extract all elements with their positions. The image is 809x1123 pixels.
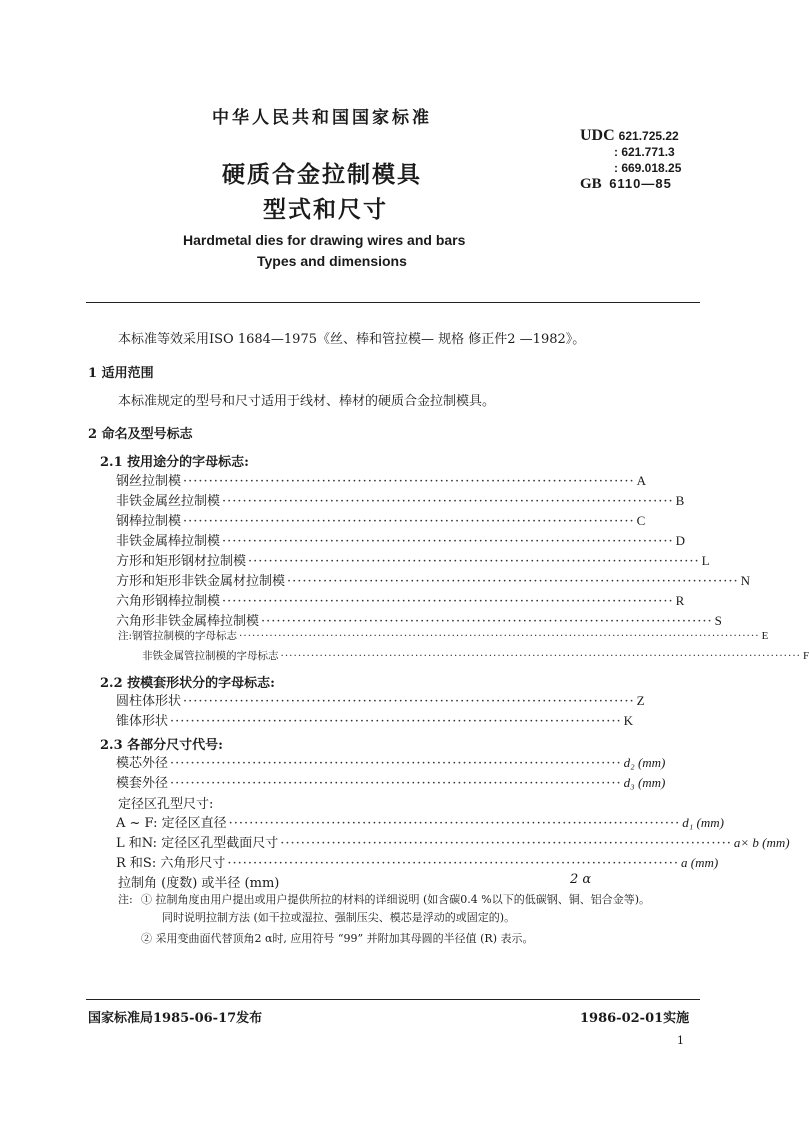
leader-dots: ························································································ xyxy=(261,614,713,629)
leader-dots: ························································································ xyxy=(248,554,700,569)
title-english-line2: Types and dimensions xyxy=(257,253,407,269)
item-code: K xyxy=(623,713,634,728)
leader-dots: ························································································································ xyxy=(239,630,760,642)
note-2: ② 采用变曲面代替顶角2 α时, 应用符号 “99” 并附加其母圆的半径值 (R) 表示。 xyxy=(141,932,534,945)
sizing-label: 定径区孔型尺寸: xyxy=(118,797,214,812)
item-label: 模芯外径 xyxy=(116,756,169,771)
item-code: Z xyxy=(636,693,645,708)
item-label: L 和N: 定径区孔型截面尺寸 xyxy=(116,836,279,851)
item-code: B xyxy=(675,493,685,508)
leader-dots: ························································································ xyxy=(183,474,635,489)
item-label: 锥体形状 xyxy=(116,714,169,729)
item-label: 六角形钢棒拉制模 xyxy=(116,594,221,609)
gb-label: GB xyxy=(580,176,602,192)
note-1-line-a: ① 拉制角度由用户提出或用户提供所拉的材料的详细说明 (如含碳0.4 %以下的低碳钢、铜、铝合金等)。 xyxy=(141,893,651,906)
list-item xyxy=(116,610,722,629)
leader-dots: ························································································ xyxy=(222,534,674,549)
list-item xyxy=(116,832,790,851)
item-label: 钢棒拉制模 xyxy=(116,514,182,529)
footer-divider xyxy=(86,999,700,1000)
leader-dots: ························································································ xyxy=(228,816,681,831)
list-item xyxy=(116,772,666,791)
item-label: 方形和矩形钢材拉制模 xyxy=(116,554,247,569)
item-label: R 和S: 六角形尺寸 xyxy=(116,856,226,871)
item-label: 钢丝拉制模 xyxy=(116,474,182,489)
item-label: 方形和矩形非铁金属材拉制模 xyxy=(116,574,286,589)
item-code: d₂ (mm) xyxy=(623,755,666,770)
header-divider xyxy=(86,302,700,303)
leader-dots: ························································································ xyxy=(280,836,732,851)
udc-code-2: : 621.771.3 xyxy=(614,145,675,159)
issue-date: 国家标准局1985-06-17发布 xyxy=(88,1011,263,1026)
intro-paragraph: 本标准等效采用ISO 1684—1975《丝、棒和管拉模— 规格 修正件2 —1982》。 xyxy=(118,332,586,347)
item-code: L xyxy=(701,553,710,568)
list-item xyxy=(116,510,646,529)
section-2-1-heading: 2.1 按用途分的字母标志: xyxy=(100,455,249,470)
list-item xyxy=(116,752,666,771)
item-code: A xyxy=(636,473,647,488)
note-1-line-b: 同时说明拉制方法 (如干拉或湿拉、强制压尖、模芯是浮动的或固定的)。 xyxy=(162,911,516,924)
list-item xyxy=(116,812,724,831)
leader-dots: ························································································ xyxy=(183,694,635,709)
section-2-3-heading: 2.3 各部分尺寸代号: xyxy=(100,738,223,753)
note-label: 钢管拉制模的字母标志 xyxy=(132,630,238,642)
page-number: 1 xyxy=(677,1034,684,1047)
angle-code: 2 α xyxy=(570,872,592,887)
leader-dots: ························································································ xyxy=(222,494,674,509)
title-english-line1: Hardmetal dies for drawing wires and bars xyxy=(183,232,466,248)
item-code: a (mm) xyxy=(681,855,719,870)
udc-label: UDC xyxy=(580,127,615,144)
udc-code-3: : 669.018.25 xyxy=(614,161,682,175)
note-label: 非铁金属管拉制模的字母标志 xyxy=(142,650,279,662)
item-code: d₁ (mm) xyxy=(682,815,724,830)
list-item xyxy=(116,710,634,729)
item-label: 圆柱体形状 xyxy=(116,694,182,709)
leader-dots: ························································································ xyxy=(222,594,674,609)
leader-dots: ························································································ xyxy=(170,776,622,791)
section-1-text: 本标准规定的型号和尺寸适用于线材、棒材的硬质合金拉制模具。 xyxy=(118,394,496,409)
national-standard-heading: 中华人民共和国国家标准 xyxy=(212,108,432,128)
item-code: R xyxy=(675,593,685,608)
item-code: C xyxy=(636,513,646,528)
udc-block xyxy=(580,128,681,192)
list-item xyxy=(116,470,647,489)
list-item xyxy=(116,690,645,709)
gb-number: 6110—85 xyxy=(609,176,672,191)
item-label: A ~ F: 定径区直径 xyxy=(116,816,227,831)
leader-dots: ························································································································ xyxy=(280,650,802,662)
item-code: S xyxy=(714,613,722,628)
title-chinese-line1: 硬质合金拉制模具 xyxy=(222,161,422,188)
list-item xyxy=(116,530,686,549)
list-item xyxy=(116,490,685,509)
leader-dots: ························································································ xyxy=(227,856,679,871)
note-code: E xyxy=(761,630,769,642)
section-1-heading: 1 适用范围 xyxy=(88,366,154,381)
leader-dots: ························································································ xyxy=(170,714,622,729)
leader-dots: ························································································ xyxy=(287,574,739,589)
gb-line xyxy=(580,177,681,192)
udc-code-1: 621.725.22 xyxy=(618,129,679,143)
note-code: F xyxy=(803,650,809,662)
note-item xyxy=(142,648,809,663)
note-prefix: 注: xyxy=(118,630,133,642)
section-2-2-heading: 2.2 按模套形状分的字母标志: xyxy=(100,676,275,691)
angle-label: 拉制角 (度数) 或半径 (mm) xyxy=(118,876,280,891)
item-label: 非铁金属棒拉制模 xyxy=(116,534,221,549)
leader-dots: ························································································ xyxy=(183,514,635,529)
list-item xyxy=(116,590,685,609)
item-label: 非铁金属丝拉制模 xyxy=(116,494,221,509)
item-code: N xyxy=(740,573,751,588)
item-code: a× b (mm) xyxy=(733,835,790,850)
title-chinese-line2: 型式和尺寸 xyxy=(263,196,388,223)
item-label: 六角形非铁金属棒拉制模 xyxy=(116,614,260,629)
item-code: d₃ (mm) xyxy=(623,775,666,790)
list-item xyxy=(116,550,710,569)
leader-dots: ························································································ xyxy=(170,756,622,771)
udc-line xyxy=(580,128,681,144)
note-prefix: 注: xyxy=(118,893,133,906)
item-label: 模套外径 xyxy=(116,776,169,791)
note-item xyxy=(118,628,769,643)
effective-date: 1986-02-01实施 xyxy=(580,1011,690,1026)
item-code: D xyxy=(675,533,686,548)
list-item xyxy=(116,570,751,589)
section-2-heading: 2 命名及型号标志 xyxy=(88,427,193,442)
list-item xyxy=(116,852,719,871)
